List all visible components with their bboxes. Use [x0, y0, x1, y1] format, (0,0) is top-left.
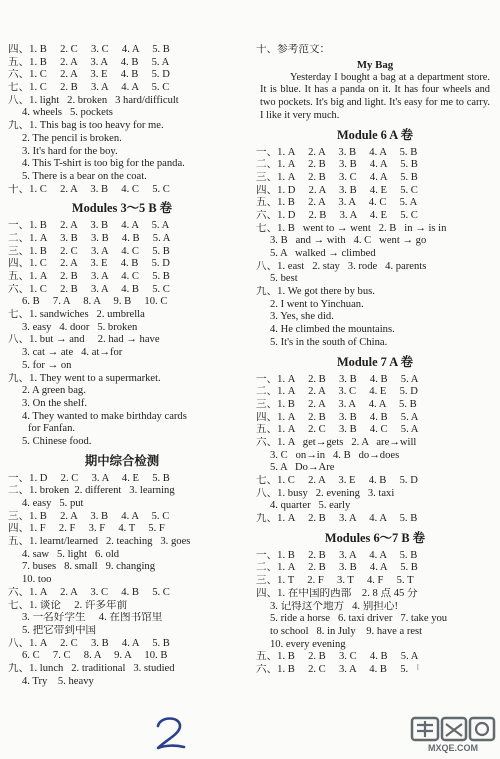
answer-line: 4. quarter 5. early: [270, 500, 351, 512]
answer-line: 七、1. 谈论 2. 许多年前: [8, 599, 128, 611]
answer-line: 4. wheels 5. pockets: [22, 107, 113, 119]
answer-line: 4. Try 5. heavy: [22, 675, 94, 687]
answer-line: 六、1. A 2. A 3. C 4. B 5. C: [8, 586, 170, 598]
answer-line: 三、1. T 2. F 3. T 4. F 5. T: [256, 575, 414, 587]
section-heading: Modules 3～5 B 卷: [71, 201, 173, 216]
section-heading: Modules 6～7 B 卷: [324, 530, 426, 545]
answer-line: 七、1. sandwiches 2. umbrella: [8, 309, 145, 321]
answer-line: 五、1. B 2. A 3. A 4. C 5. A: [256, 197, 418, 209]
answer-line: 3. 一名好学生 4. 在图书馆里: [22, 612, 163, 624]
answer-line: 5. ride a horse 6. taxi driver 7. take you: [270, 613, 448, 625]
answer-line: 五、1. B 2. B 3. C 4. B 5. A: [256, 651, 419, 663]
answer-line: 九、1. lunch 2. traditional 3. studied: [8, 662, 175, 674]
answer-line: 3. B and → with 4. C went → go: [270, 235, 427, 247]
answer-line: 三、1. B 2. C 3. A 4. C 5. B: [8, 245, 170, 257]
answer-line: 十、1. C 2. A 3. B 4. C 5. C: [8, 183, 170, 195]
section-heading: Module 6 A 卷: [336, 127, 414, 142]
answer-line: 五、1. B 2. A 3. A 4. B 5. A: [8, 56, 170, 68]
answer-line: 5. It's in the south of China.: [270, 336, 388, 348]
answer-line: 八、1. A 2. C 3. B 4. A 5. B: [8, 637, 170, 649]
answer-line: to school 8. in July 9. have a rest: [270, 625, 423, 637]
answer-line: 六、1. B 2. C 3. A 4. B 5. 「: [256, 663, 422, 675]
essay-title: My Bag: [356, 58, 394, 71]
answer-line: 二、1. broken 2. different 3. learning: [8, 485, 175, 497]
answer-line: 八、1. light 2. broken 3 hard/difficult: [8, 94, 179, 106]
answer-line: 10. too: [22, 574, 52, 586]
watermark-logo: [408, 716, 498, 754]
answer-line: 六、1. C 2. B 3. A 4. B 5. C: [8, 283, 170, 295]
answer-line: for Fanfan.: [28, 423, 76, 435]
svg-text:MXQE.COM: MXQE.COM: [427, 743, 479, 753]
answer-line: 九、1. We got there by bus.: [256, 286, 375, 298]
answer-line: 五、1. A 2. B 3. A 4. C 5. B: [8, 271, 170, 282]
answer-line: 四、1. D 2. A 3. B 4. E 5. C: [256, 184, 418, 196]
answer-line: 八、1. east 2. stay 3. rode 4. parents: [256, 260, 427, 272]
essay-body: Yesterday I bought a bag at a department store. It is blue. It has a panda on it. It has four wheels and two pockets. It's big and light. It's easy for me to carry. I like it very much.: [260, 71, 490, 121]
answer-line: 2. The pencil is broken.: [22, 132, 122, 144]
answer-line: 一、1. B 2. B 3. A 4. A 5. B: [256, 549, 418, 561]
answer-line: 3. cat → ate 4. at→for: [22, 347, 123, 359]
answer-line: 三、1. A 2. B 3. C 4. A 5. B: [256, 171, 418, 183]
answer-line: 一、1. A 2. B 3. B 4. B 5. A: [256, 373, 419, 385]
answer-line: 6. C 7. C 8. A 9. A 10. B: [22, 650, 168, 662]
answer-line: 7. buses 8. small 9. changing: [22, 561, 155, 573]
answer-line: 九、1. They went to a supermarket.: [8, 372, 161, 384]
answer-line: 5. best: [270, 273, 298, 285]
answer-line: 一、1. A 2. A 3. B 4. A 5. B: [256, 146, 418, 158]
answer-line: 2. I went to Yinchuan.: [270, 298, 364, 310]
answer-line: 四、1. F 2. F 3. F 4. T 5. F: [8, 523, 165, 535]
answer-line: 七、1. C 2. B 3. A 4. A 5. C: [8, 82, 170, 94]
answer-line: 4. easy 5. put: [22, 498, 84, 509]
answer-line: 四、1. 在中国的西部 2. 8 点 45 分: [256, 587, 418, 599]
handwritten-page-number: [152, 714, 188, 752]
answer-line: 六、1. D 2. B 3. A 4. E 5. C: [256, 209, 418, 221]
answer-line: 3. easy 4. door 5. broken: [22, 321, 138, 333]
answer-line: 二、1. A 3. B 3. B 4. B 5. A: [8, 232, 171, 244]
answer-line: 一、1. D 2. C 3. A 4. E 5. B: [8, 472, 170, 484]
answer-line: 6. B 7. A 8. A 9. B 10. C: [22, 296, 168, 308]
answer-line: 10. every evening: [270, 638, 346, 650]
answer-line: 七、1. B went to → went 2. B in → is in: [256, 222, 447, 234]
answer-line: 七、1. C 2. A 3. E 4. B 5. D: [256, 475, 418, 486]
answer-line: 三、1. B 2. A 3. A 4. A 5. B: [256, 398, 417, 410]
answer-line: 五、1. learnt/learned 2. teaching 3. goes: [8, 536, 191, 548]
answer-line: 4. They wanted to make birthday cards: [22, 410, 187, 422]
answer-line: 一、1. B 2. A 3. B 4. A 5. A: [8, 220, 170, 232]
answer-line: 5. A Do→Are: [270, 462, 335, 474]
answer-line: 十、参考范文：: [256, 44, 331, 55]
answer-line: 5. Chinese food.: [22, 435, 92, 447]
answer-line: 3. On the shelf.: [22, 397, 88, 409]
answer-line: 六、1. A get→gets 2. A are→will: [256, 436, 417, 448]
answer-line: 5. for → on: [22, 359, 72, 371]
answer-line: 二、1. A 2. B 3. B 4. A 5. B: [256, 159, 418, 171]
answer-line: 二、1. A 2. B 3. B 4. A 5. B: [256, 562, 418, 574]
answer-line: 四、1. A 2. B 3. B 4. B 5. A: [256, 411, 419, 423]
answer-line: 2. A green bag.: [22, 385, 86, 397]
answer-line: 五、1. A 2. C 3. B 4. C 5. A: [256, 424, 419, 436]
section-heading: 期中综合检测: [84, 453, 160, 468]
answer-line: 八、1. busy 2. evening 3. taxi: [256, 487, 395, 499]
answer-line: 六、1. C 2. A 3. E 4. B 5. D: [8, 69, 170, 81]
right-answer-column: [256, 44, 494, 677]
answer-line: 二、1. A 2. A 3. C 4. E 5. D: [256, 386, 418, 398]
answer-line: 3. C on→in 4. B do→does: [270, 449, 400, 461]
answer-line: 5. There is a bear on the coat.: [22, 170, 147, 182]
answer-line: 九、1. A 2. B 3. A 4. A 5. B: [256, 513, 418, 525]
answer-line: 三、1. B 2. A 3. B 4. A 5. C: [8, 510, 170, 522]
answer-line: 四、1. C 2. A 3. E 4. B 5. D: [8, 258, 170, 270]
answer-line: 四、1. B 2. C 3. C 4. A 5. B: [8, 44, 170, 55]
answer-line: 3. It's hard for the boy.: [22, 145, 118, 157]
section-heading: Module 7 A 卷: [336, 354, 414, 369]
answer-line: 5. 把它带到中国: [22, 624, 97, 636]
answer-line: 4. He climbed the mountains.: [270, 324, 395, 336]
answer-line: 九、1. This bag is too heavy for me.: [8, 120, 164, 132]
answer-line: 4. This T-shirt is too big for the panda.: [22, 158, 185, 170]
answer-line: 3. Yes, she did.: [270, 311, 334, 323]
left-answer-column: [8, 44, 236, 688]
answer-line: 八、1. but → and 2. had → have: [8, 334, 160, 346]
answer-line: 5. A walked → climbed: [270, 248, 376, 259]
answer-line: 4. saw 5. light 6. old: [22, 548, 120, 560]
answer-line: 3. 记得这个地方 4. 别担心!: [270, 600, 399, 612]
